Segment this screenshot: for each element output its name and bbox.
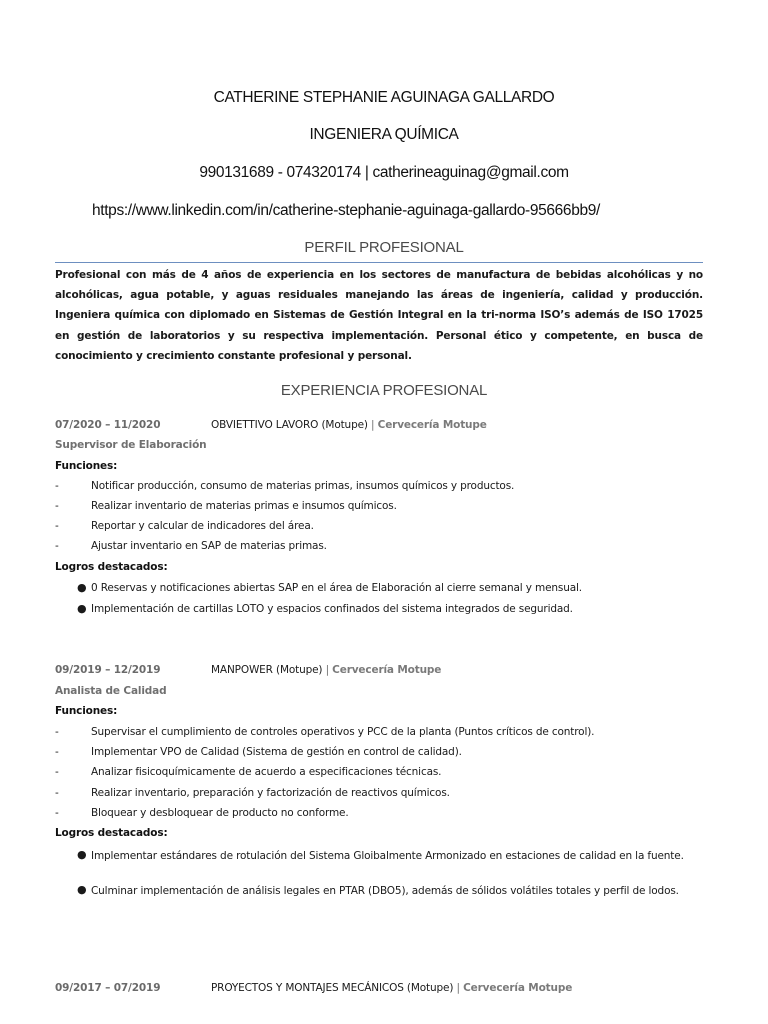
function-item: Reportar y calcular de indicadores del área.	[91, 520, 314, 532]
job-company	[211, 664, 441, 676]
bullet-marker: ●	[77, 848, 87, 861]
function-item: Realizar inventario de materias primas e insumos químicos.	[91, 500, 397, 512]
dash-marker: -	[55, 766, 59, 778]
achievements-label: Logros destacados:	[55, 827, 168, 839]
client-name: Cervecería Motupe	[332, 664, 442, 676]
company-name: MANPOWER (Motupe)	[211, 664, 323, 676]
achievements-label: Logros destacados:	[55, 561, 168, 573]
bullet-marker: ●	[77, 602, 87, 615]
job-role: Analista de Calidad	[55, 685, 167, 697]
function-item: Supervisar el cumplimiento de controles operativos y PCC de la planta (Puntos críticos de control).	[91, 726, 595, 738]
company-name: OBVIETTIVO LAVORO (Motupe)	[211, 419, 368, 431]
profile-heading: PERFIL PROFESIONAL	[304, 239, 464, 256]
bullet-marker: ●	[77, 581, 87, 594]
dash-marker: -	[55, 746, 59, 758]
dash-marker: -	[55, 787, 59, 799]
function-item: Bloquear y desbloquear de producto no conforme.	[91, 807, 349, 819]
candidate-title: INGENIERA QUÍMICA	[309, 126, 459, 143]
bullet-marker: ●	[77, 883, 87, 896]
job-dates: 09/2019 – 12/2019	[55, 664, 161, 676]
job-company	[211, 419, 487, 431]
company-name: PROYECTOS Y MONTAJES MECÁNICOS (Motupe)	[211, 982, 454, 994]
function-item: Realizar inventario, preparación y factorización de reactivos químicos.	[91, 787, 450, 799]
function-item: Implementar VPO de Calidad (Sistema de gestión en control de calidad).	[91, 746, 462, 758]
candidate-name: CATHERINE STEPHANIE AGUINAGA GALLARDO	[213, 89, 555, 106]
contact-line: 990131689 - 074320174 | catherineaguinag@gmail.com	[199, 164, 569, 181]
separator: |	[325, 664, 329, 676]
functions-label: Funciones:	[55, 460, 118, 472]
achievement-item: Implementar estándares de rotulación del Sistema Gloibalmente Armonizado en estaciones de calidad en la fuente.	[91, 850, 684, 862]
dash-marker: -	[55, 500, 59, 512]
achievement-item: Culminar implementación de análisis legales en PTAR (DBO5), además de sólidos volátiles totales y perfil de lodos.	[91, 885, 679, 897]
dash-marker: -	[55, 807, 59, 819]
client-name: Cervecería Motupe	[463, 982, 573, 994]
achievement-item: 0 Reservas y notificaciones abiertas SAP en el área de Elaboración al cierre semanal y mensual.	[91, 582, 582, 594]
job-role: Supervisor de Elaboración	[55, 439, 207, 451]
client-name: Cervecería Motupe	[377, 419, 487, 431]
functions-label: Funciones:	[55, 705, 118, 717]
dash-marker: -	[55, 540, 59, 552]
function-item: Analizar fisicoquímicamente de acuerdo a especificaciones técnicas.	[91, 766, 442, 778]
achievement-item: Implementación de cartillas LOTO y espacios confinados del sistema integrados de seguridad.	[91, 603, 573, 615]
job-company	[211, 982, 572, 994]
experience-heading: EXPERIENCIA PROFESIONAL	[280, 382, 488, 399]
linkedin-link[interactable]: https://www.linkedin.com/in/catherine-stephanie-aguinaga-gallardo-95666bb9/	[92, 202, 600, 219]
function-item: Notificar producción, consumo de materias primas, insumos químicos y productos.	[91, 480, 515, 492]
dash-marker: -	[55, 726, 59, 738]
dash-marker: -	[55, 520, 59, 532]
job-dates: 07/2020 – 11/2020	[55, 419, 161, 431]
profile-text: Profesional con más de 4 años de experiencia en los sectores de manufactura de bebidas alcohólicas y no alcohólicas, agua potable, y aguas residuales manejando las áreas de ingeniería, calidad y producción. Ingeniera química con diplomado en Sistemas de Gestión Integral en la tri-norma ISO’s además de ISO 17025 en gestión de laboratorios y su respectiva implementación. Personal ético y competente, en busca de conocimiento y crecimiento constante profesional y personal.	[55, 269, 703, 362]
separator: |	[456, 982, 460, 994]
profile-divider	[55, 262, 703, 263]
dash-marker: -	[55, 480, 59, 492]
function-item: Ajustar inventario en SAP de materias primas.	[91, 540, 327, 552]
separator: |	[371, 419, 375, 431]
job-dates: 09/2017 – 07/2019	[55, 982, 161, 994]
